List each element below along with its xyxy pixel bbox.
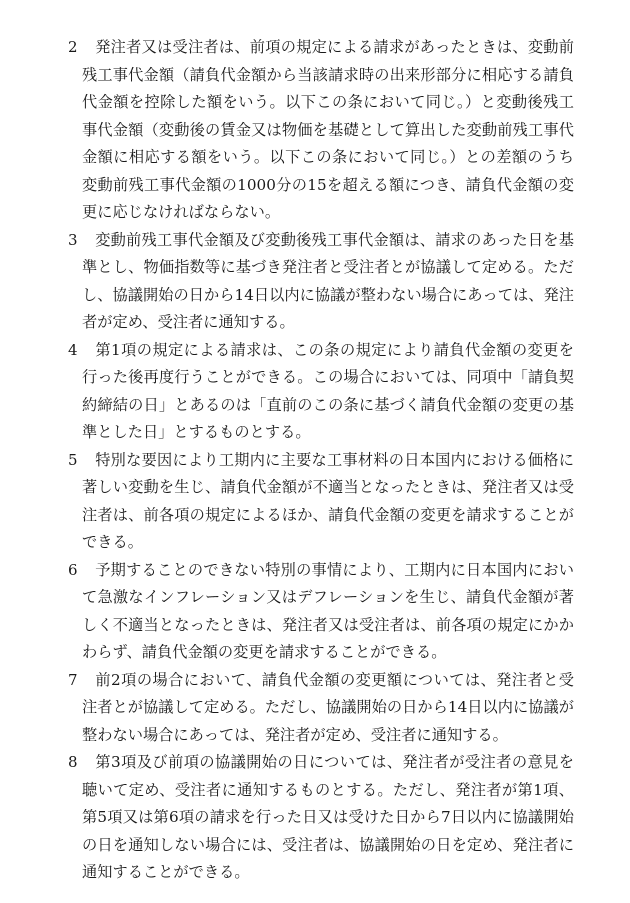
clause-item — [68, 447, 574, 557]
clause-item — [68, 667, 574, 750]
clause-text: 予期することのできない特別の事情により、工期内に日本国内において急激なインフレーション又はデフレーションを生じ、請負代金額が著しく不適当となったときは、発注者又は受注者は、前各項の規定にかかわらず、請負代金額の変更を請求することができる。 — [82, 560, 574, 661]
clause-text: 前2項の場合において、請負代金額の変更額については、発注者と受注者とが協議して定める。ただし、協議開始の日から14日以内に協議が整わない場合にあっては、発注者が定め、受注者に通知する。 — [82, 670, 574, 744]
clause-number: 2 — [68, 38, 78, 56]
clause-number: 4 — [68, 340, 78, 359]
clause-item — [68, 34, 574, 227]
clause-number: 3 — [68, 230, 78, 249]
clause-number: 6 — [68, 560, 78, 579]
clause-text: 変動前残工事代金額及び変動後残工事代金額は、請求のあった日を基準とし、物価指数等に基づき発注者と受注者とが協議して定める。ただし、協議開始の日から14日以内に協議が整わない場合にあっては、発注者が定め、受注者に通知する。 — [82, 230, 574, 331]
clause-number: 8 — [68, 753, 78, 771]
clause-item — [68, 557, 574, 667]
clause-list — [68, 34, 574, 887]
clause-number: 5 — [68, 450, 78, 469]
clause-text: 第1項の規定による請求は、この条の規定により請負代金額の変更を行った後再度行うことができる。この場合においては、同項中「請負契約締結の日」とあるのは「直前のこの条に基づく請負代金額の変更の基準とした日」とするものとする。 — [82, 340, 574, 441]
clause-text: 第3項及び前項の協議開始の日については、発注者が受注者の意見を聴いて定め、受注者に通知するものとする。ただし、発注者が第1項、第5項又は第6項の請求を行った日又は受けた日から7日以内に協議開始の日を通知しない場合には、受注者は、協議開始の日を定め、発注者に通知することができる。 — [82, 753, 574, 881]
clause-text: 特別な要因により工期内に主要な工事材料の日本国内における価格に著しい変動を生じ、請負代金額が不適当となったときは、発注者又は受注者は、前各項の規定によるほか、請負代金額の変更を請求することができる。 — [82, 450, 574, 551]
clause-text: 発注者又は受注者は、前項の規定による請求があったときは、変動前残工事代金額（請負代金額から当該請求時の出来形部分に相応する請負代金額を控除した額をいう。以下この条において同じ。）と変動後残工事代金額（変動後の賃金又は物価を基礎として算出した変動前残工事代金額に相応する額をいう。以下この条において同じ。）との差額のうち変動前残工事代金額の1000分の15を超える額につき、請負代金額の変更に応じなければならない。 — [82, 38, 574, 221]
clause-item — [68, 749, 574, 887]
clause-item — [68, 337, 574, 447]
clause-item — [68, 227, 574, 337]
clause-number: 7 — [68, 670, 78, 689]
